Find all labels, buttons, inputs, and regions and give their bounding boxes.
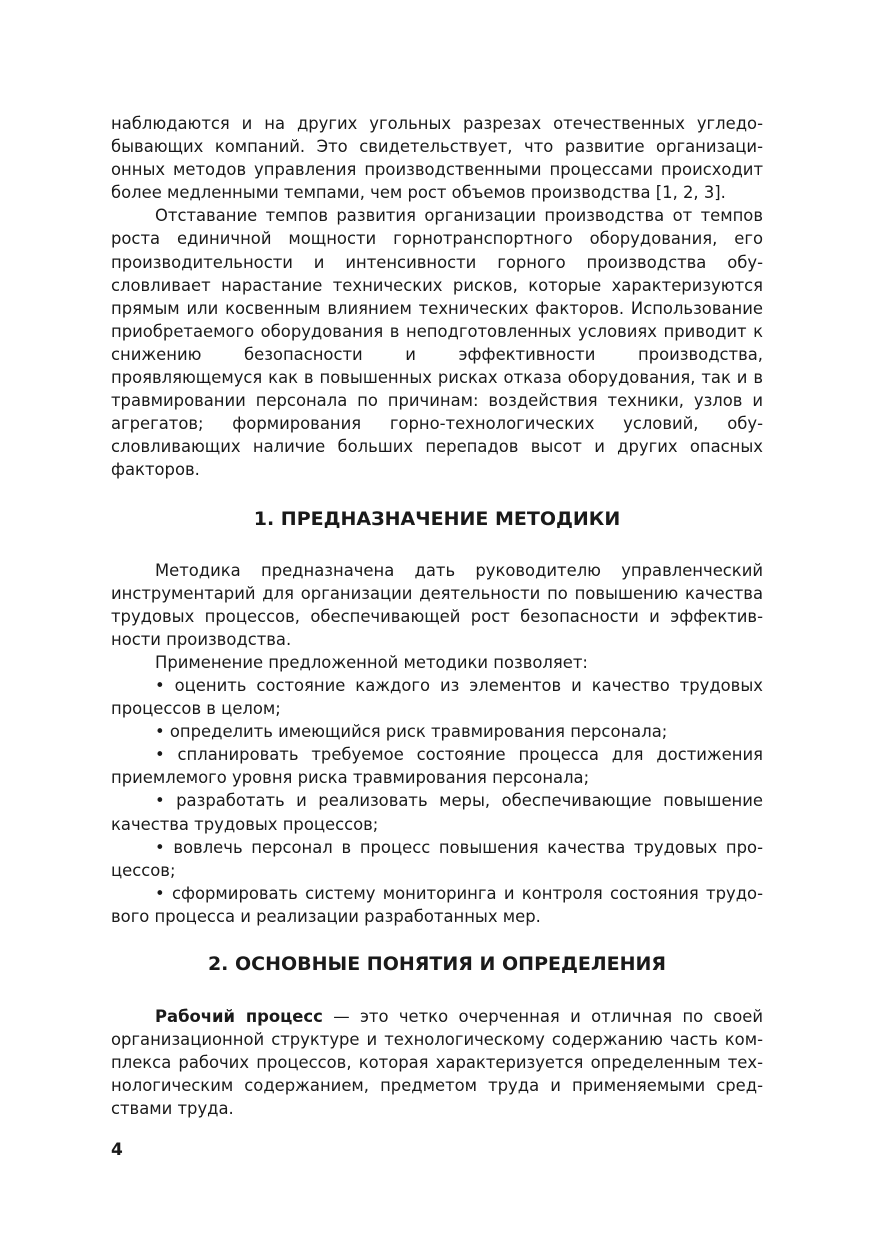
bullet-item: • разработать и реализовать меры, обеспечивающие повышение качества трудовых процессов; xyxy=(111,791,763,834)
bullet-item: • спланировать требуемое состояние процесса для достижения приемлемого уровня риска травмирования персонала; xyxy=(111,745,763,788)
page-body xyxy=(111,112,763,1120)
bullet-item: • сформировать систему мониторинга и контроля состояния трудового процесса и реализации разработанных мер. xyxy=(111,883,763,926)
bullet-item: • оценить состояние каждого из элементов и качество трудовых процессов в целом; xyxy=(111,675,763,719)
intro-paragraph-1: наблюдаются и на других угольных разрезах отечественных угледобывающих компаний. Это свидетельствует, что развитие организационных методов управления производственными процессами происходит более медленными темпами, чем рост объемов производства [1, 2, 3]. xyxy=(111,114,763,203)
bullet-item: • вовлечь персонал в процесс повышения качества трудовых процессов; xyxy=(111,837,763,880)
defined-term: Рабочий процесс xyxy=(155,1007,323,1026)
intro-paragraph-2: Отставание темпов развития организации производства от темпов роста единичной мощности горнотранспортного оборудования, его производительности и интенсивности горного производства обусловливает нарастание технических рисков, которые характеризуются прямым или косвенным влиянием технических факторов. Использование приобретаемого оборудования в неподготовленных условиях приводит к снижению безопасности и эффективности производства, проявляющемуся как в повышенных рисках отказа оборудования, так и в травмировании персонала по причинам: воздействия техники, узлов и агрегатов; формирования горно-технологических условий, обусловливающих наличие больших перепадов высот и других опасных факторов. xyxy=(111,206,763,480)
page-number: 4 xyxy=(111,1140,123,1160)
bullet-item: • определить имеющийся риск травмирования персонала; xyxy=(155,722,668,742)
section-1-paragraph-1: Методика предназначена дать руководителю управленческий инструментарий для организации деятельности по повышению качества трудовых процессов, обеспечивающей рост безопасности и эффективности производства. xyxy=(111,560,763,649)
definition-text: — это четко очерченная и отличная по своей организационной структуре и технологическому содержанию часть комплекса рабочих процессов, которая характеризуется определенным технологическим содержанием, предметом труда и применяемыми средствами труда. xyxy=(111,1007,763,1119)
definition-paragraph xyxy=(111,1005,763,1120)
section-2-heading: 2. ОСНОВНЫЕ ПОНЯТИЯ И ОПРЕДЕЛЕНИЯ xyxy=(207,953,667,975)
section-1-heading: 1. ПРЕДНАЗНАЧЕНИЕ МЕТОДИКИ xyxy=(253,507,621,530)
section-1-paragraph-2: Применение предложенной методики позволяет: xyxy=(155,652,588,672)
